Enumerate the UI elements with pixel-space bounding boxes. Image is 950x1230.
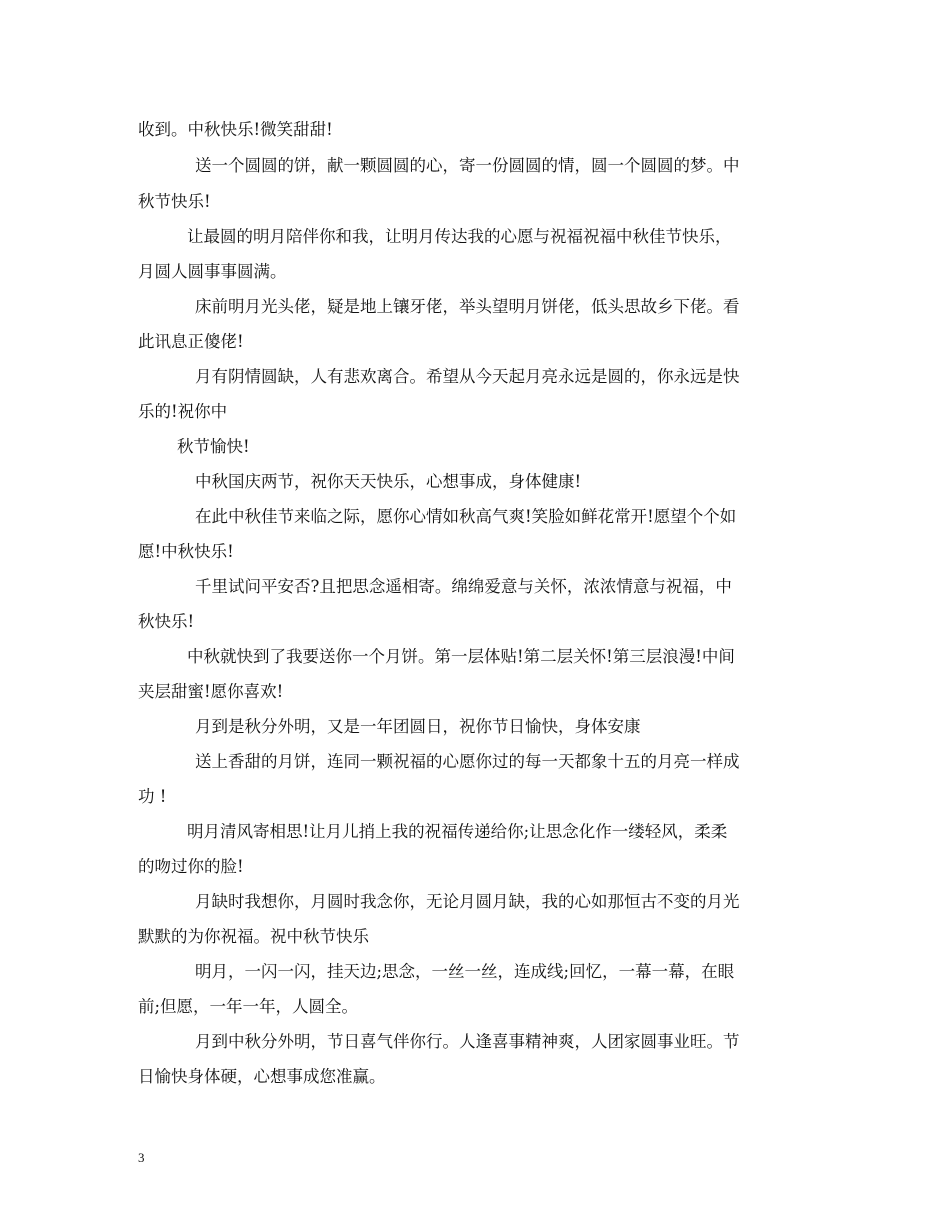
text-line: 功 ! <box>138 787 167 806</box>
text-line: 床前明月光头佬，疑是地上镶牙佬，举头望明月饼佬，低头思故乡下佬。看 <box>195 297 740 316</box>
text-line: 送上香甜的月饼，连同一颗祝福的心愿你过的每一天都象十五的月亮一样成 <box>195 752 740 771</box>
text-line: 千里试问平安否?且把思念遥相寄。绵绵爱意与关怀，浓浓情意与祝福，中 <box>195 577 732 596</box>
text-line: 月到是秋分外明，又是一年团圆日，祝你节日愉快，身体安康 <box>195 717 641 736</box>
text-line: 夹层甜蜜!愿你喜欢! <box>138 682 284 701</box>
text-line: 让最圆的明月陪伴你和我，让明月传达我的心愿与祝福祝福中秋佳节快乐， <box>187 227 732 246</box>
text-line: 的吻过你的脸! <box>138 857 244 876</box>
text-line: 收到。中秋快乐!微笑甜甜! <box>138 120 333 139</box>
text-line: 此讯息正傻佬! <box>138 332 244 351</box>
text-line: 在此中秋佳节来临之际，愿你心情如秋高气爽!笑脸如鲜花常开!愿望个个如 <box>195 507 737 526</box>
text-line: 愿!中秋快乐! <box>138 542 234 561</box>
text-line: 秋节快乐! <box>138 192 211 211</box>
text-line: 送一个圆圆的饼，献一颗圆圆的心，寄一份圆圆的情，圆一个圆圆的梦。中 <box>195 156 740 175</box>
text-line: 中秋就快到了我要送你一个月饼。第一层体贴!第二层关怀!第三层浪漫!中间 <box>187 647 735 666</box>
text-line: 明月，一闪一闪，挂天边;思念，一丝一丝，连成线;回忆，一幕一幕，在眼 <box>195 962 735 981</box>
page-number: 3 <box>138 1150 145 1165</box>
text-line: 月有阴情圆缺，人有悲欢离合。希望从今天起月亮永远是圆的，你永远是快 <box>195 367 740 386</box>
text-line: 默默的为你祝福。祝中秋节快乐 <box>138 927 369 946</box>
text-line: 月圆人圆事事圆满。 <box>138 262 287 281</box>
text-line: 秋节愉快! <box>177 437 250 456</box>
text-line: 乐的!祝你中 <box>138 402 228 421</box>
text-line: 日愉快身体硬，心想事成您准赢。 <box>138 1067 386 1086</box>
text-line: 月缺时我想你，月圆时我念你，无论月圆月缺，我的心如那恒古不变的月光 <box>195 892 740 911</box>
text-line: 秋快乐! <box>138 612 195 631</box>
text-line: 明月清风寄相思!让月儿捎上我的祝福传递给你;让思念化作一缕轻风，柔柔 <box>187 822 728 841</box>
text-line: 月到中秋分外明，节日喜气伴你行。人逢喜事精神爽，人团家圆事业旺。节 <box>195 1032 740 1051</box>
text-line: 中秋国庆两节，祝你天天快乐，心想事成，身体健康! <box>195 472 582 491</box>
text-line: 前;但愿，一年一年，人圆全。 <box>138 997 359 1016</box>
